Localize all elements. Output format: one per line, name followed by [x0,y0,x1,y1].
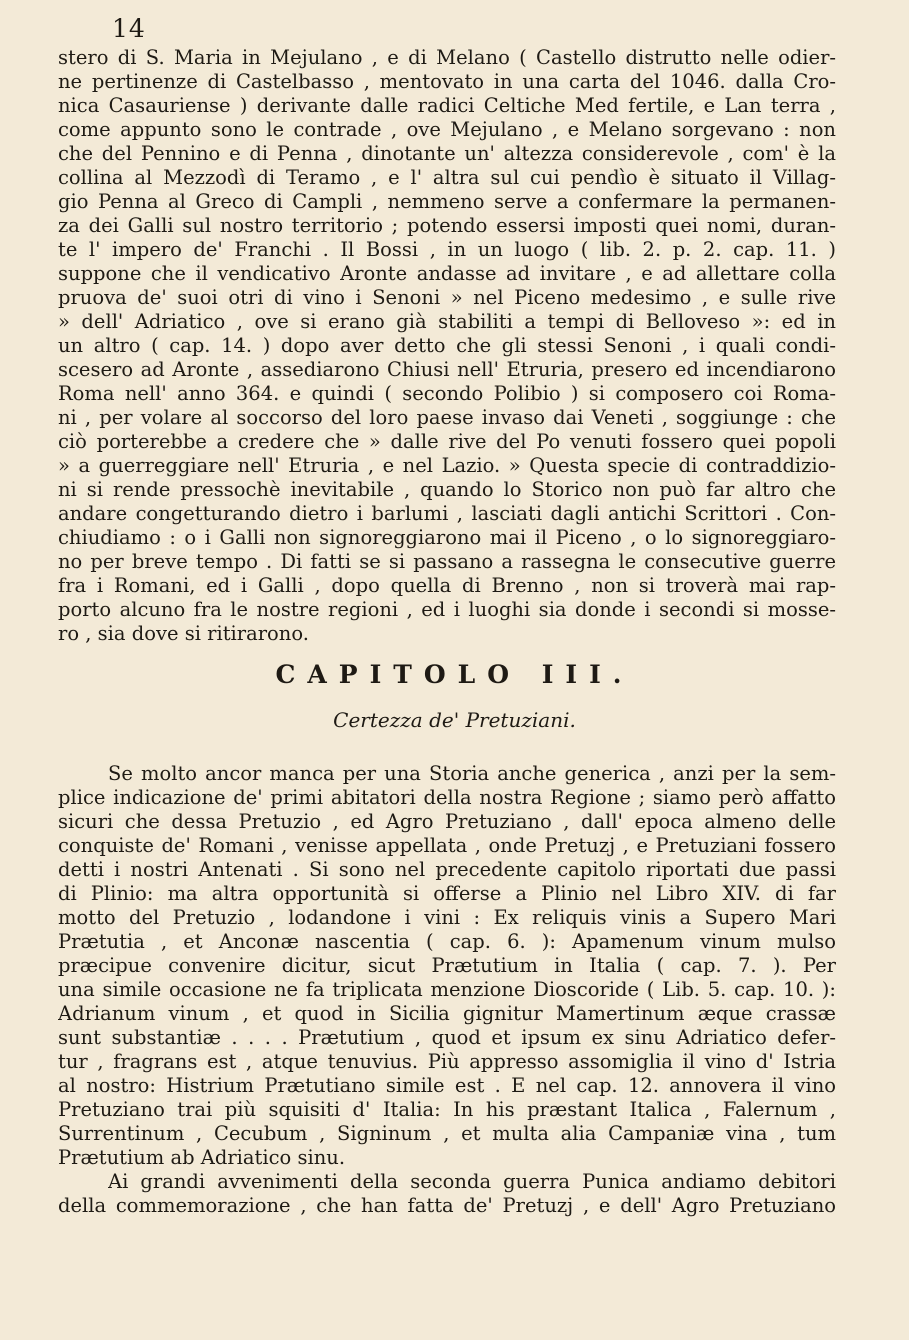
text-line: ni si rende pressochè inevitabile , quando lo Storico non può far altro che [58,478,836,501]
text-line: motto del Pretuzio , lodandone i vini : Ex reliquis vinis a Supero Mari [58,906,836,929]
text-line: suppone che il vendicativo Aronte andasse ad invitare , e ad allettare colla [58,262,836,285]
text-line: » a guerreggiare nell' Etruria , e nel Lazio. » Questa specie di contraddizio- [58,454,836,477]
text-line: no per breve tempo . Di fatti se si passano a rassegna le consecutive guerre [58,550,836,573]
text-line: al nostro: Histrium Prætutiano simile est . E nel cap. 12. annovera il vino [58,1074,836,1097]
text-line: » dell' Adriatico , ove si erano già stabiliti a tempi di Belloveso »: ed in [58,310,836,333]
text-line: chiudiamo : o i Galli non signoreggiarono mai il Piceno , o lo signoreggiaro- [58,526,836,549]
text-line: Prætutia , et Anconæ nascentia ( cap. 6. ): Apamenum vinum mulso [58,930,836,953]
text-line: una simile occasione ne fa triplicata menzione Dioscoride ( Lib. 5. cap. 10. ): [58,978,836,1001]
text-line: za dei Galli sul nostro territorio ; potendo essersi imposti quei nomi, duran- [58,214,836,237]
text-line: pruova de' suoi otri di vino i Senoni » nel Piceno medesimo , e sulle rive [58,286,836,309]
text-line: fra i Romani, ed i Galli , dopo quella di Brenno , non si troverà mai rap- [58,574,836,597]
text-line: Roma nell' anno 364. e quindi ( secondo Polibio ) si composero coi Roma- [58,382,836,405]
text-line: Se molto ancor manca per una Storia anche generica , anzi per la sem- [108,762,836,785]
text-line: ro , sia dove si ritirarono. [58,622,309,645]
text-line: Pretuziano trai più squisiti d' Italia: In his præstant Italica , Falernum , [58,1098,836,1121]
text-line: sunt substantiæ . . . . Prætutium , quod et ipsum ex sinu Adriatico defer- [58,1026,836,1049]
text-line: della commemorazione , che han fatta de' Pretuzj , e dell' Agro Pretuziano [58,1194,836,1217]
text-line: nica Casauriense ) derivante dalle radici Celtiche Med fertile, e Lan terra , [58,94,836,117]
page-number: 14 [112,14,146,43]
text-line: plice indicazione de' primi abitatori della nostra Regione ; siamo però affatto [58,786,836,809]
text-line: detti i nostri Antenati . Si sono nel precedente capitolo riportati due passi [58,858,836,881]
text-line: di Plinio: ma altra opportunità si offerse a Plinio nel Libro XIV. di far [58,882,836,905]
text-line: Ai grandi avvenimenti della seconda guerra Punica andiamo debitori [108,1170,836,1193]
chapter-subtitle: Certezza de' Pretuziani. [333,708,576,732]
chapter-title: CAPITOLO III. [275,660,634,689]
text-line: gio Penna al Greco di Campli , nemmeno serve a confermare la permanen- [58,190,836,213]
text-line: come appunto sono le contrade , ove Mejulano , e Melano sorgevano : non [58,118,836,141]
text-line: præcipue convenire dicitur, sicut Prætutium in Italia ( cap. 7. ). Per [58,954,836,977]
text-line: stero di S. Maria in Mejulano , e di Melano ( Castello distrutto nelle odier- [58,46,836,69]
text-line: Surrentinum , Cecubum , Signinum , et multa alia Campaniæ vina , tum [58,1122,836,1145]
text-line: scesero ad Aronte , assediarono Chiusi nell' Etruria, presero ed incendiarono [58,358,836,381]
text-line: ne pertinenze di Castelbasso , mentovato in una carta del 1046. dalla Cro- [58,70,836,93]
text-line: che del Pennino e di Penna , dinotante un' altezza considerevole , com' è la [58,142,836,165]
text-line: porto alcuno fra le nostre regioni , ed i luoghi sia donde i secondi si mosse- [58,598,836,621]
text-line: conquiste de' Romani , venisse appellata , onde Pretuzj , e Pretuziani fossero [58,834,836,857]
text-line: un altro ( cap. 14. ) dopo aver detto che gli stessi Senoni , i quali condi- [58,334,836,357]
text-line: tur , fragrans est , atque tenuvius. Più appresso assomiglia il vino d' Istria [58,1050,836,1073]
text-line: ni , per volare al soccorso del loro paese invaso dai Veneti , soggiunge : che [58,406,836,429]
text-line: ciò porterebbe a credere che » dalle rive del Po venuti fossero quei popoli [58,430,836,453]
text-line: Adrianum vinum , et quod in Sicilia gignitur Mamertinum æque crassæ [58,1002,836,1025]
text-line: andare congetturando dietro i barlumi , lasciati dagli antichi Scrittori . Con- [58,502,836,525]
text-line: Prætutium ab Adriatico sinu. [58,1146,346,1169]
text-line: collina al Mezzodì di Teramo , e l' altra sul cui pendìo è situato il Villag- [58,166,836,189]
text-line: te l' impero de' Franchi . Il Bossi , in un luogo ( lib. 2. p. 2. cap. 11. ) [58,238,836,261]
text-line: sicuri che dessa Pretuzio , ed Agro Pretuziano , dall' epoca almeno delle [58,810,836,833]
